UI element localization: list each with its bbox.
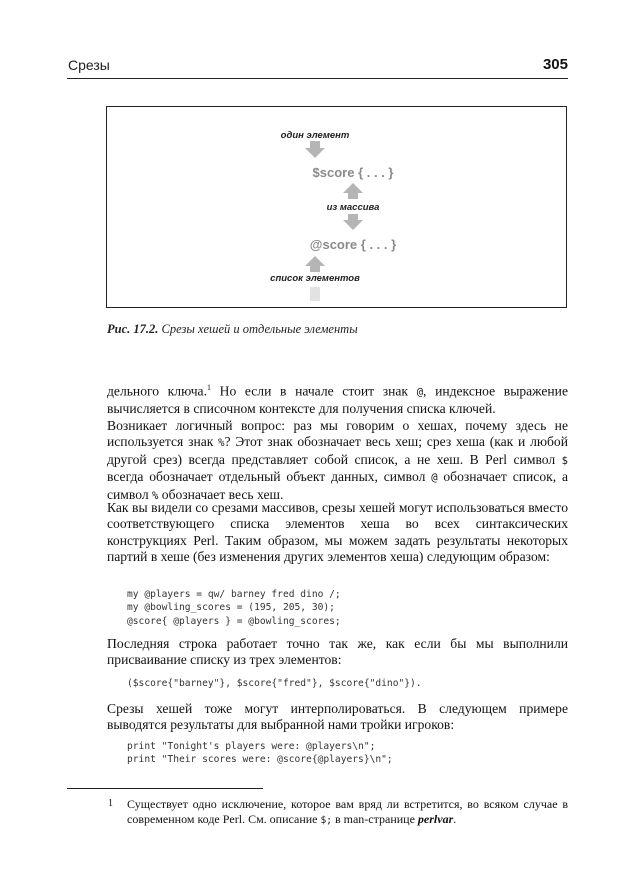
footnote-text-b: в man-странице xyxy=(331,812,418,827)
code-line: @score{ @players } = @bowling_scores; xyxy=(127,615,341,627)
page-number: 305 xyxy=(542,56,568,73)
p1-text-b: Но если в начале стоит знак xyxy=(210,383,417,399)
code-line: ($score{"barney"}, $score{"fred"}, $score{"dino"}). xyxy=(127,678,422,689)
paragraph-2 xyxy=(107,418,568,504)
p2-code-percent-2: % xyxy=(152,489,159,502)
p2-text-b: ? Этот знак обозначает весь хеш; срез хеша (как и любой другой срез) всегда представляет собой список, а не хеш. В Perl символ xyxy=(107,434,568,467)
paragraph-1 xyxy=(107,380,568,417)
arrow-shaft-top xyxy=(310,141,320,148)
label-from-array: из массива xyxy=(326,202,380,213)
code-line: print "Their scores were: @score{@players}\n"; xyxy=(127,754,393,766)
arrow-down-icon xyxy=(305,148,325,158)
footnote-text xyxy=(127,797,568,829)
footnote-ref: 1 xyxy=(206,383,211,392)
figure-diagram xyxy=(107,107,568,309)
code-line: print "Tonight's players were: @players\n"; xyxy=(127,741,376,752)
header-rule xyxy=(67,78,568,79)
p2-code-dollar: $ xyxy=(561,454,568,467)
p2-code-percent: % xyxy=(218,437,225,450)
code-block-3 xyxy=(127,740,393,767)
paragraph-4 xyxy=(107,636,568,669)
figure-caption-number: Рис. 17.2. xyxy=(107,322,159,336)
code-block-2 xyxy=(127,677,422,690)
arrow-tail-bottom xyxy=(310,287,320,301)
code-line: my @players = qw/ barney fred dino /; xyxy=(127,589,341,600)
footnote-text-a: Существует одно исключение, которое вам вряд ли встретится, во всяком случае в современном коде Perl. См. описание xyxy=(127,797,568,827)
arrow-shaft-middle-up xyxy=(348,193,358,199)
figure-caption xyxy=(107,322,358,337)
scalar-slice-label: $score { . . . } xyxy=(312,165,394,180)
p2-text-d: обозначает список, а символ xyxy=(107,469,569,502)
arrow-shaft-middle-down xyxy=(348,214,358,220)
label-one-element: один элемент xyxy=(280,130,350,141)
footnote-number: 1 xyxy=(108,798,113,809)
footnote-rule xyxy=(67,788,263,789)
p2-text-c: всегда обозначает отдельный объект данных, символ xyxy=(107,469,432,485)
p2-text-a: Возникает логичный вопрос: раз мы говорим о хешах, почему здесь не используется знак xyxy=(107,418,568,450)
p1-code-at: @ xyxy=(416,386,424,399)
p2-code-at: @ xyxy=(431,472,438,485)
p4-text: Последняя строка работает точно так же, как если бы мы выполнили присваивание списку из трех элементов: xyxy=(107,636,568,668)
paragraph-5 xyxy=(107,701,568,734)
figure-caption-text: Срезы хешей и отдельные элементы xyxy=(158,322,358,336)
arrow-up-icon xyxy=(305,256,325,266)
arrow-up-icon xyxy=(343,183,363,193)
p5-text: Срезы хешей тоже могут интерполироваться. В следующем примере выводятся результаты для выбранной нами тройки игроков: xyxy=(107,701,568,733)
p2-text-e: обозначает весь хеш. xyxy=(158,486,284,502)
figure-17-2 xyxy=(106,106,567,308)
p3-text: Как вы видели со срезами массивов, срезы хешей могут использоваться вместо соответствующего списка элементов хеша во всех синтаксических конструкциях Perl. Таким образом, мы можем задать результаты некоторых партий в хеше (без изменения других элементов хеша) следующим образом: xyxy=(107,500,568,565)
arrow-shaft-bottom xyxy=(310,266,320,272)
code-block-1 xyxy=(127,588,341,628)
p1-text-a: дельного ключа. xyxy=(107,383,207,399)
footnote-code: $; xyxy=(320,815,332,827)
running-header-section: Срезы xyxy=(68,57,110,73)
footnote-text-c: . xyxy=(453,812,457,827)
array-slice-label: @score { . . . } xyxy=(309,237,397,252)
footnote-man-page: perlvar xyxy=(417,812,454,827)
label-element-list: список элементов xyxy=(270,273,360,284)
paragraph-3 xyxy=(107,500,568,566)
p1-text-c: , индексное выражение вычисляется в списочном контексте для получения списка ключей. xyxy=(107,383,568,416)
arrow-down-icon xyxy=(343,220,363,230)
code-line: my @bowling_scores = (195, 205, 30); xyxy=(127,602,335,614)
